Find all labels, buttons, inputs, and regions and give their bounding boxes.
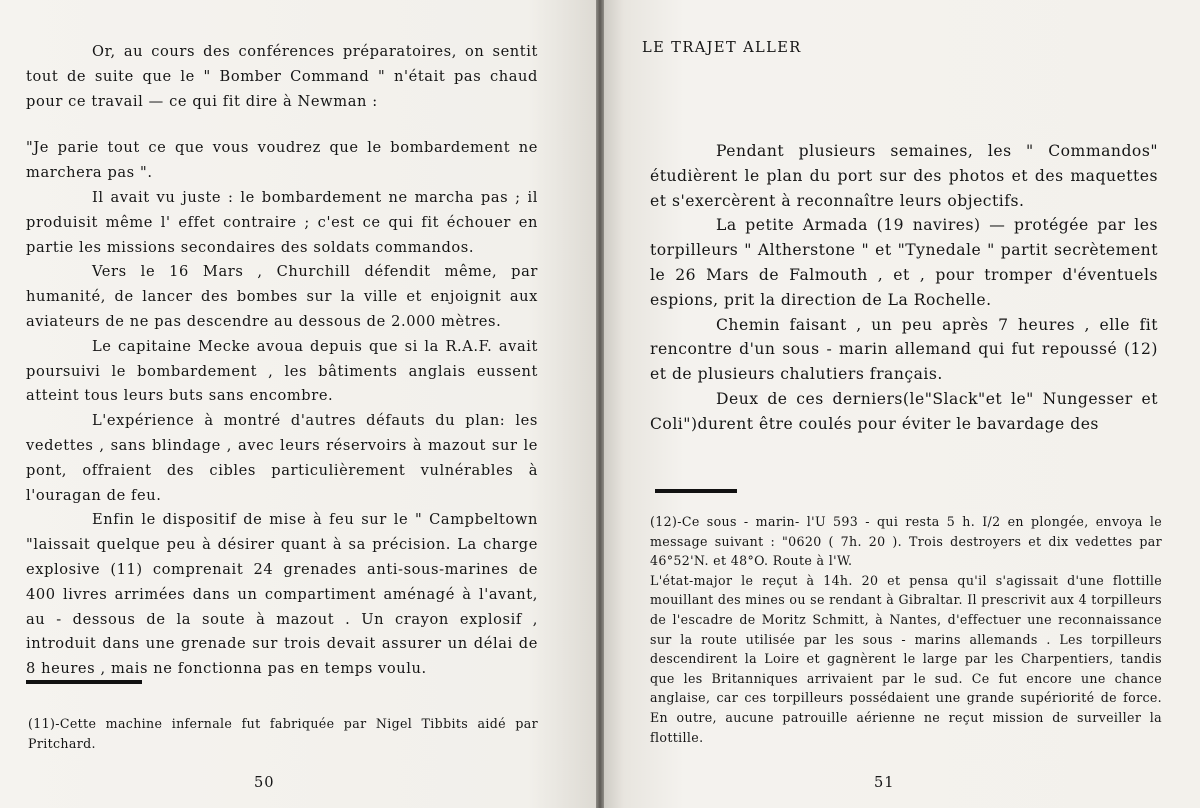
right-page-body xyxy=(650,139,1158,437)
book-gutter xyxy=(596,0,604,808)
paragraph: Il avait vu juste : le bombardement ne marcha pas ; il produisit même l' effet contraire ; c'est ce qui fit échouer en partie les missions secondaires des soldats commandos. xyxy=(26,188,538,256)
paragraph: La petite Armada (19 navires) — protégée par les torpilleurs " Altherstone " et "Tynedale " partit secrètement le 26 Mars de Falmouth , et , pour tromper d'éventuels espions, prit la direction de La Rochelle. xyxy=(650,216,1158,309)
quote-paragraph: "Je parie tout ce que vous voudrez que le bombardement ne marchera pas ". xyxy=(26,139,538,182)
paragraph: Vers le 16 Mars , Churchill défendit même, par humanité, de lancer des bombes sur la ville et enjoignit aux aviateurs de ne pas descendre au dessous de 2.000 mètres. xyxy=(26,263,538,330)
paragraph: Chemin faisant , un peu après 7 heures , elle fit rencontre d'un sous - marin allemand qui fut repoussé (12) et de plusieurs chalutiers français. xyxy=(650,315,1158,384)
footnote-12 xyxy=(650,512,1162,747)
footnote-rule xyxy=(655,489,737,493)
paragraph: Le capitaine Mecke avoua depuis que si la R.A.F. avait poursuivi le bombardement , les bâtiments anglais eussent atteint tous leurs buts sans encombre. xyxy=(26,337,538,405)
paragraph: Enfin le dispositif de mise à feu sur le " Campbeltown "laissait quelque peu à désirer quant à sa précision. La charge explosive (11) comprenait 24 grenades anti-sous-marines de 400 livres arrimées dans un compartiment aménagé à l'avant, au - dessous de la soute à mazout . Un crayon explosif , introduit dans une grenade sur trois devait assurer un délai de 8 heures , mais ne fonctionna pas en temps voulu. xyxy=(26,511,538,678)
footnote-line: L'état-major le reçut à 14h. 20 et pensa qu'il s'agissait d'une flottille mouillant des mines ou se rendant à Gibraltar. Il prescrivit aux 4 torpilleurs de l'escadre de Moritz Schmitt, à Nantes, d'effectuer une reconnaissance sur la route utilisée par les sous - marins allemands . Les torpilleurs descendirent la Loire et gagnèrent le large par les Charpentiers, tandis que les Britanniques arrivaient par le sud. Ce fut encore une chance anglaise, car ces torpilleurs possédaient une grande supériorité de force. En outre, aucune patrouille aérienne ne reçut mission de surveiller la flottille. xyxy=(650,572,1162,745)
left-page-body xyxy=(26,40,538,682)
footnote-rule xyxy=(26,680,142,684)
paragraph: Pendant plusieurs semaines, les " Commandos" étudièrent le plan du port sur des photos et des maquettes et s'exercèrent à reconnaître leurs objectifs. xyxy=(650,142,1158,210)
page-number: 51 xyxy=(874,774,895,791)
page-number: 50 xyxy=(254,774,275,791)
footnote-line: (12)-Ce sous - marin- l'U 593 - qui resta 5 h. I/2 en plongée, envoya le message suivant : "0620 ( 7h. 20 ). Trois destroyers et dix vedettes par 46°52'N. et 48°O. Route à l'W. xyxy=(650,514,1162,569)
paragraph: L'expérience à montré d'autres défauts du plan: les vedettes , sans blindage , avec leurs réservoirs à mazout sur le pont, offraient des cibles particulièrement vulnérables à l'ouragan de feu. xyxy=(26,412,538,504)
section-heading: LE TRAJET ALLER xyxy=(642,39,802,56)
paragraph: Or, au cours des conférences préparatoires, on sentit tout de suite que le " Bomber Command " n'était pas chaud pour ce travail — ce qui fit dire à Newman : xyxy=(26,43,538,110)
footnote-11: (11)-Cette machine infernale fut fabriquée par Nigel Tibbits aidé par Pritchard. xyxy=(28,716,538,751)
paragraph: Deux de ces derniers(le"Slack"et le" Nungesser et Coli")durent être coulés pour éviter le bavardage des xyxy=(650,389,1158,433)
